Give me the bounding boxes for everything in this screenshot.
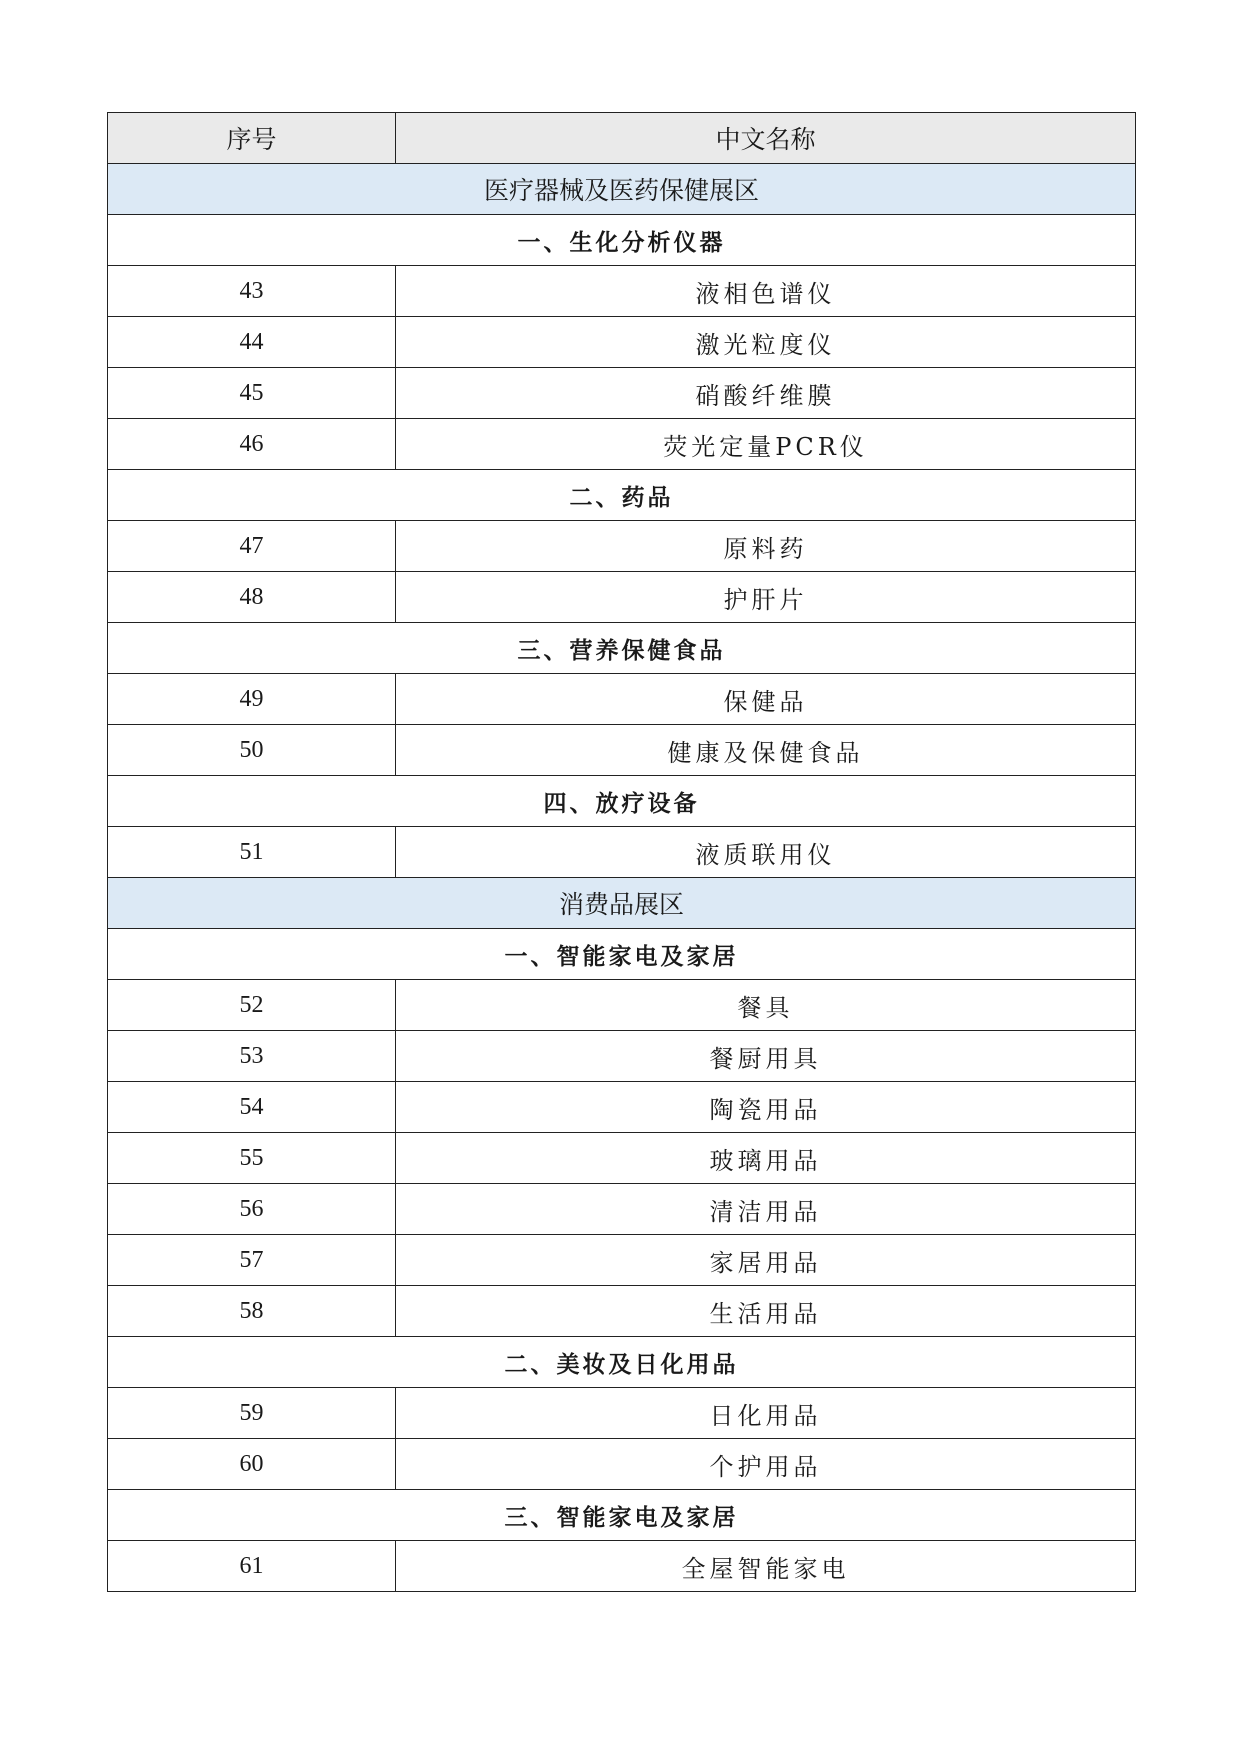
table-row bbox=[108, 419, 1136, 470]
item-chinese-name: 清洁用品 bbox=[396, 1184, 1136, 1235]
category-row bbox=[108, 1337, 1136, 1388]
item-serial-number: 53 bbox=[108, 1031, 396, 1082]
category-row bbox=[108, 929, 1136, 980]
zone-row bbox=[108, 878, 1136, 929]
table-row bbox=[108, 827, 1136, 878]
item-chinese-name: 保健品 bbox=[396, 674, 1136, 725]
table-row bbox=[108, 521, 1136, 572]
item-chinese-name: 陶瓷用品 bbox=[396, 1082, 1136, 1133]
item-serial-number: 44 bbox=[108, 317, 396, 368]
item-serial-number: 45 bbox=[108, 368, 396, 419]
item-serial-number: 48 bbox=[108, 572, 396, 623]
table-row bbox=[108, 1388, 1136, 1439]
item-chinese-name: 餐具 bbox=[396, 980, 1136, 1031]
product-table bbox=[107, 112, 1136, 1592]
item-chinese-name: 个护用品 bbox=[396, 1439, 1136, 1490]
item-serial-number: 51 bbox=[108, 827, 396, 878]
item-serial-number: 56 bbox=[108, 1184, 396, 1235]
item-chinese-name: 健康及保健食品 bbox=[396, 725, 1136, 776]
category-title: 一、智能家电及家居 bbox=[108, 929, 1136, 980]
item-serial-number: 49 bbox=[108, 674, 396, 725]
item-serial-number: 55 bbox=[108, 1133, 396, 1184]
category-row bbox=[108, 1490, 1136, 1541]
item-chinese-name: 餐厨用具 bbox=[396, 1031, 1136, 1082]
category-title: 三、智能家电及家居 bbox=[108, 1490, 1136, 1541]
zone-title: 医疗器械及医药保健展区 bbox=[108, 164, 1136, 215]
table-row bbox=[108, 1439, 1136, 1490]
item-chinese-name: 生活用品 bbox=[396, 1286, 1136, 1337]
item-chinese-name: 硝酸纤维膜 bbox=[396, 368, 1136, 419]
item-chinese-name: 护肝片 bbox=[396, 572, 1136, 623]
item-chinese-name: 液相色谱仪 bbox=[396, 266, 1136, 317]
item-serial-number: 50 bbox=[108, 725, 396, 776]
table-row bbox=[108, 1184, 1136, 1235]
item-chinese-name: 荧光定量PCR仪 bbox=[396, 419, 1136, 470]
zone-row bbox=[108, 164, 1136, 215]
item-chinese-name: 家居用品 bbox=[396, 1235, 1136, 1286]
category-title: 三、营养保健食品 bbox=[108, 623, 1136, 674]
item-serial-number: 46 bbox=[108, 419, 396, 470]
table-row bbox=[108, 725, 1136, 776]
table-body bbox=[108, 164, 1136, 1592]
category-title: 二、美妆及日化用品 bbox=[108, 1337, 1136, 1388]
item-chinese-name: 玻璃用品 bbox=[396, 1133, 1136, 1184]
table-header-row bbox=[108, 113, 1136, 164]
item-chinese-name: 日化用品 bbox=[396, 1388, 1136, 1439]
item-serial-number: 59 bbox=[108, 1388, 396, 1439]
item-serial-number: 58 bbox=[108, 1286, 396, 1337]
category-title: 一、生化分析仪器 bbox=[108, 215, 1136, 266]
table-row bbox=[108, 1541, 1136, 1592]
table-row bbox=[108, 1133, 1136, 1184]
item-serial-number: 57 bbox=[108, 1235, 396, 1286]
header-serial-number: 序号 bbox=[108, 113, 396, 164]
table-row bbox=[108, 1031, 1136, 1082]
item-chinese-name: 液质联用仪 bbox=[396, 827, 1136, 878]
category-row bbox=[108, 776, 1136, 827]
category-title: 二、药品 bbox=[108, 470, 1136, 521]
category-title: 四、放疗设备 bbox=[108, 776, 1136, 827]
item-serial-number: 54 bbox=[108, 1082, 396, 1133]
category-row bbox=[108, 623, 1136, 674]
category-row bbox=[108, 215, 1136, 266]
item-chinese-name: 激光粒度仪 bbox=[396, 317, 1136, 368]
item-serial-number: 60 bbox=[108, 1439, 396, 1490]
header-chinese-name: 中文名称 bbox=[396, 113, 1136, 164]
item-serial-number: 52 bbox=[108, 980, 396, 1031]
zone-title: 消费品展区 bbox=[108, 878, 1136, 929]
table-row bbox=[108, 1286, 1136, 1337]
item-chinese-name: 全屋智能家电 bbox=[396, 1541, 1136, 1592]
category-row bbox=[108, 470, 1136, 521]
table-row bbox=[108, 674, 1136, 725]
table-row bbox=[108, 1235, 1136, 1286]
table-row bbox=[108, 572, 1136, 623]
item-serial-number: 47 bbox=[108, 521, 396, 572]
item-serial-number: 61 bbox=[108, 1541, 396, 1592]
table-row bbox=[108, 266, 1136, 317]
table-row bbox=[108, 980, 1136, 1031]
table-row bbox=[108, 368, 1136, 419]
table-row bbox=[108, 317, 1136, 368]
table-row bbox=[108, 1082, 1136, 1133]
item-chinese-name: 原料药 bbox=[396, 521, 1136, 572]
item-serial-number: 43 bbox=[108, 266, 396, 317]
